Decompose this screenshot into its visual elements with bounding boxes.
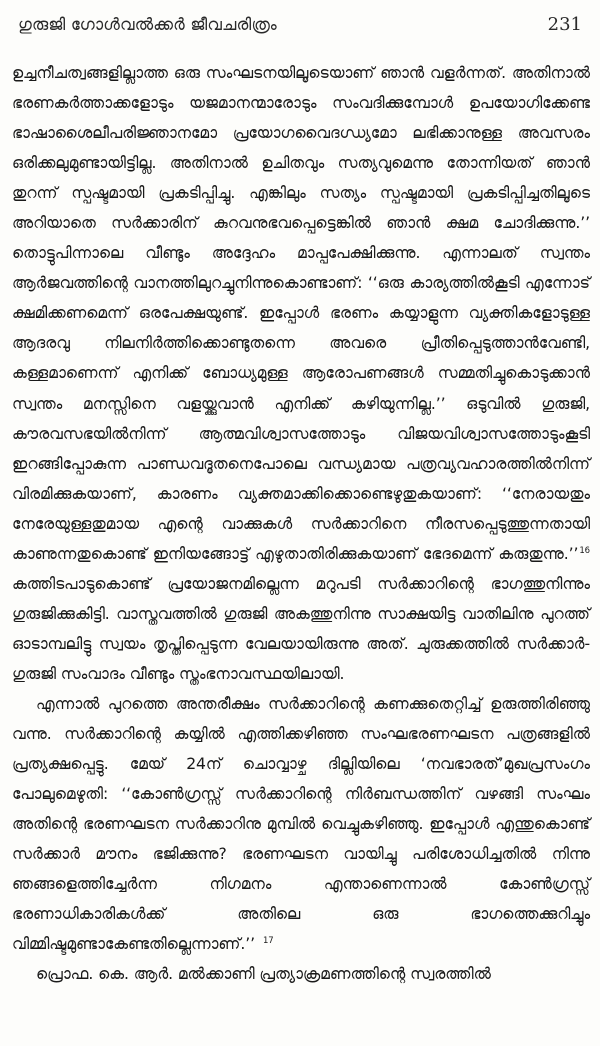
paragraph-3-text: പ്രൊഫ. കെ. ആർ. മൽക്കാണി പ്രത്യാക്രമണത്തിന്റെ സ്വരത്തിൽ	[36, 965, 491, 984]
paragraph-1-text-b: കത്തിടപാടുകൊണ്ട് പ്രയോജനമില്ലെന്ന മറുപടി സർക്കാറിന്റെ ഭാഗത്തുനിന്നും ഗുരുജിക്കുകിട്ടി. വാസ്തവത്തിൽ ഗുരുജി അകത്തുനിന്നു സാക്ഷയിട്ട വാതിലിനു പുറത്ത് ഓടാമ്പലിട്ടു സ്വയം തൃപ്തിപ്പെടുന്ന വേലയായിരുന്നു അത്. ചുരുക്കത്തിൽ സർക്കാർ-ഗുരുജി സംവാദം വീണ്ടും സ്തംഭനാവസ്ഥയിലായി.	[12, 574, 590, 683]
footnote-ref-17: 17	[262, 936, 274, 947]
page-number: 231	[547, 14, 582, 35]
footnote-ref-16: 16	[579, 545, 590, 556]
running-title: ഗുരുജി ഗോൾവൽക്കർ ജീവചരിത്രം	[18, 15, 277, 34]
paragraph-2-text: എന്നാൽ പുറത്തെ അന്തരീക്ഷം സർക്കാറിന്റെ കണക്കുതെറ്റിച്ച് ഉരുത്തിരിഞ്ഞു വന്നു. സർക്കാറിന്റെ കയ്യിൽ എത്തിക്കഴിഞ്ഞ സംഘഭരണഘടന പത്രങ്ങളിൽ പ്രത്യക്ഷപ്പെട്ടു. മേയ് 24ന് ചൊവ്വാഴ്ച ദില്ലിയിലെ ‘നവഭാരത്’മുഖപ്രസംഗം പോലുമെഴുതി: ‘‘കോൺഗ്രസ്സ് സർക്കാറിന്റെ നിർബന്ധത്തിന് വഴങ്ങി സംഘം അതിന്റെ ഭരണഘടന സർക്കാറിനു മുമ്പിൽ വെച്ചുകഴിഞ്ഞു. ഇപ്പോൾ എന്തുകൊണ്ട് സർക്കാർ മൗനം ഭജിക്കുന്നു? ഭരണഘടന വായിച്ചു പരിശോധിച്ചതിൽ നിന്നു ഞങ്ങളെത്തിച്ചേർന്ന നിഗമനം എന്താണെന്നാൽ കോൺഗ്രസ്സ് ഭരണാധികാരികൾക്ക് അതിലെ ഒരു ഭാഗത്തെക്കുറിച്ചും വിമ്മിഷ്ടമുണ്ടാകേണ്ടതില്ലെന്നാണ്.’’	[12, 694, 590, 954]
paragraph-3	[12, 959, 590, 989]
paragraph-1	[12, 58, 590, 689]
running-head	[18, 14, 582, 44]
body-text	[12, 58, 590, 989]
paragraph-1-text-a: ഉച്ചനീചത്വങ്ങളില്ലാത്ത ഒരു സംഘടനയിലൂടെയാണ് ഞാൻ വളർന്നത്. അതിനാൽ ഭരണകർത്താക്കളോടും യജമാനന്മാരോടും സംവദിക്കുമ്പോൾ ഉപയോഗിക്കേണ്ട ഭാഷാശൈലീപരിജ്ഞാനമോ പ്രയോഗവൈദഗ്ധ്യമോ ലഭിക്കാനുള്ള അവസരം ഒരിക്കലുമുണ്ടായിട്ടില്ല. അതിനാൽ ഉചിതവും സത്യവുമെന്നു തോന്നിയത് ഞാൻ തുറന്ന് സ്പഷ്ടമായി പ്രകടിപ്പിച്ചു. എങ്കിലും സത്യം സ്പഷ്ടമായി പ്രകടിപ്പിച്ചതിലൂടെ അറിയാതെ സർക്കാരിന് കുറവനുഭവപ്പെട്ടെങ്കിൽ ഞാൻ ക്ഷമ ചോദിക്കുന്നു.’’ തൊട്ടുപിന്നാലെ വീണ്ടും അദ്ദേഹം മാപ്പപേക്ഷിക്കുന്നു. എന്നാലത് സ്വന്തം ആർജവത്തിന്റെ വാനത്തിലുറച്ചുനിന്നുകൊണ്ടാണ്: ‘‘ഒരു കാര്യത്തിൽകൂടി എന്നോട് ക്ഷമിക്കണമെന്ന് ഒരപേക്ഷയുണ്ട്. ഇപ്പോൾ ഭരണം കയ്യാളുന്ന വ്യക്തികളോടുള്ള ആദരവു നിലനിർത്തിക്കൊണ്ടുതന്നെ അവരെ പ്രീതിപ്പെടുത്താൻവേണ്ടി, കള്ളമാണെന്ന് എനിക്ക് ബോധ്യമുള്ള ആരോപണങ്ങൾ സമ്മതിച്ചുകൊടുക്കാൻ സ്വന്തം മനസ്സിനെ വളയ്ക്കുവാൻ എനിക്ക് കഴിയുന്നില്ല.’’ ഒടുവിൽ ഗുരുജി, കൗരവസഭയിൽനിന്ന് ആത്മവിശ്വാസത്തോടും വിജയവിശ്വാസത്തോടുംകൂടി ഇറങ്ങിപ്പോകുന്ന പാണ്ഡവദൂതനെപോലെ വന്ധ്യമായ പത്രവ്യവഹാരത്തിൽനിന്ന് വിരമിക്കുകയാണ്, കാരണം വ്യക്തമാക്കിക്കൊണ്ടെഴുതുകയാണ്: ‘‘നേരായതും നേരേയുള്ളതുമായ എന്റെ വാക്കുകൾ സർക്കാറിനെ നീരസപ്പെടുത്തുന്നതായി കാണുന്നതുകൊണ്ട് ഇനിയങ്ങോട്ട് എഴുതാതിരിക്കുകയാണ് ഭേദമെന്ന് കരുതുന്നു.’’	[12, 64, 590, 563]
paragraph-2	[12, 689, 590, 959]
